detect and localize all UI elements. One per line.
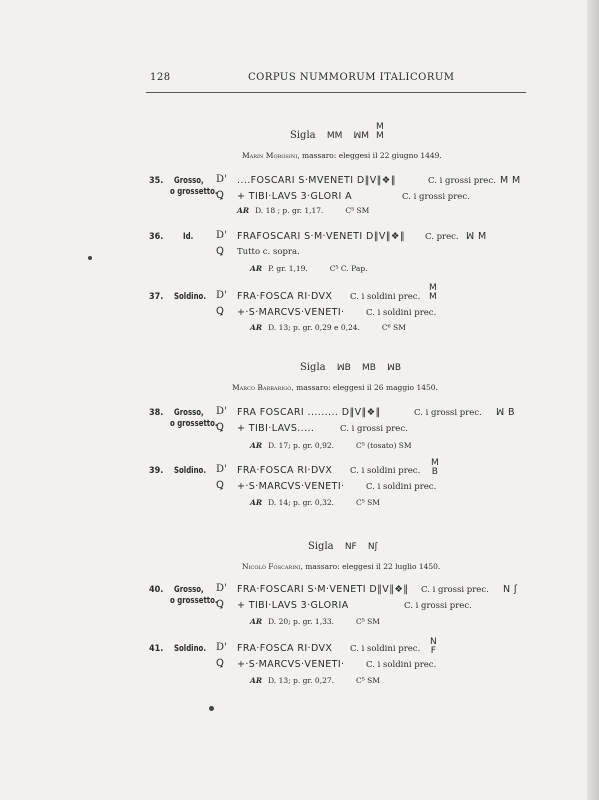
obverse-marker: D' (216, 230, 227, 241)
denomination: Id. (183, 232, 194, 242)
reverse-legend: +·S·MARCVS·VENETI· (237, 307, 345, 318)
mintmaster-mark-stacked: M M (429, 283, 437, 302)
obverse-note: C. i soldini prec. (350, 292, 421, 302)
reverse-marker: Ꝗ (216, 246, 224, 257)
sigla-mark: ꟽM (353, 131, 370, 141)
denomination: Soldino. (174, 466, 206, 476)
massaro-line: Marin Morosini, massaro: eleggesi il 22 giugno 1449. (242, 151, 442, 160)
massaro-line: Nicolò Foscarini, massaro: eleggesi il 22 luglio 1450. (242, 562, 441, 571)
obverse-marker: D' (216, 583, 227, 594)
obverse-marker: D' (216, 290, 227, 301)
obverse-note: C. prec. (425, 232, 459, 242)
obverse-legend: ....FOSCARI S·MVENETI D‖V‖❖‖ (237, 175, 396, 186)
reverse-note: C. i soldini prec. (366, 482, 437, 492)
reverse-note: C. i soldini prec. (366, 660, 437, 670)
header-rule (146, 92, 526, 93)
obverse-note: C. i grossi prec. (421, 585, 489, 595)
page-edge (587, 0, 599, 800)
coin-metadata: AR D. 13; p. gr. 0,27. C⁵ SM (250, 676, 380, 685)
scan-speck (88, 256, 92, 260)
reverse-marker: Ꝗ (216, 480, 224, 491)
obverse-note: C. i grossi prec. (414, 408, 482, 418)
mintmaster-mark: M M (500, 175, 521, 186)
denomination: Soldino. (174, 292, 206, 302)
sigla-heading: Sigla ꟽB MB ꟽB (300, 362, 402, 373)
obverse-legend: FRAFOSCARI S·M·VENETI D‖V‖❖‖ (237, 231, 405, 242)
reverse-note: C. i grossi prec. (404, 601, 472, 611)
obverse-marker: D' (216, 642, 227, 653)
coin-metadata: AR D. 17; p. gr. 0,92. C⁵ (tosato) SM (250, 441, 412, 450)
obverse-marker: D' (216, 406, 227, 417)
coin-metadata: AR P. gr. 1,19. C⁵ C. Pap. (250, 264, 368, 273)
scan-speck (209, 706, 214, 711)
mintmaster-mark-stacked: N F (430, 637, 437, 656)
entry-number: 37. (149, 292, 164, 302)
coin-metadata: AR D. 14; p. gr. 0,32. C⁵ SM (250, 498, 380, 507)
obverse-marker: D' (216, 464, 227, 475)
sigla-heading: Sigla MM ꟽM (290, 130, 370, 141)
page-header (150, 72, 526, 88)
entry-number: 36. (149, 232, 164, 242)
reverse-legend: +·S·MARCVS·VENETI· (237, 481, 345, 492)
reverse-marker: Ꝗ (216, 599, 224, 610)
obverse-legend: FRA·FOSCARI S·M·VENETI D‖V‖❖‖ (237, 584, 409, 595)
page-number: 128 (150, 72, 171, 83)
obverse-note: C. i grossi prec. (428, 176, 496, 186)
denomination: o grossetto. (170, 596, 218, 606)
reverse-legend: + TIBI·LAVS 3·GLORI A (237, 191, 353, 202)
obverse-legend: FRA·FOSCA RI·DVX (237, 643, 333, 654)
sigla-mark: ꟽB (387, 363, 402, 373)
reverse-legend: + TIBI·LAVS..... (237, 423, 315, 434)
entry-number: 35. (149, 176, 164, 186)
entry-number: 39. (149, 466, 164, 476)
denomination: o grossetto. (170, 187, 218, 197)
obverse-legend: FRA·FOSCA RI·DVX (237, 465, 333, 476)
sigla-mark: ꟽB (336, 363, 351, 373)
denomination: Grosso, (174, 585, 204, 595)
reverse-legend: +·S·MARCVS·VENETI· (237, 659, 345, 670)
denomination: o grossetto. (170, 419, 218, 429)
mintmaster-mark: N ʃ (503, 584, 518, 595)
reverse-marker: Ꝗ (216, 190, 224, 201)
entry-number: 41. (149, 644, 164, 654)
coin-metadata: AR D. 13; p. gr. 0,29 e 0,24. C⁶ SM (250, 323, 406, 332)
running-title: CORPUS NUMMORUM ITALICORUM (248, 72, 455, 83)
mintmaster-mark-stacked: M B (431, 458, 439, 477)
sigla-mark: MM (326, 131, 343, 141)
reverse-marker: Ꝗ (216, 658, 224, 669)
entry-number: 40. (149, 585, 164, 595)
obverse-marker: D' (216, 174, 227, 185)
coin-metadata: AR D. 18 ; p. gr. 1,17. C⁵ SM (237, 206, 370, 215)
obverse-note: C. i soldini prec. (350, 644, 421, 654)
reverse-note: Tutto c. sopra. (237, 247, 300, 257)
denomination: Soldino. (174, 644, 206, 654)
reverse-legend: + TIBI·LAVS 3·GLORIA (237, 600, 349, 611)
reverse-marker: Ꝗ (216, 422, 224, 433)
sigla-mark-stacked: M M (376, 122, 384, 141)
sigla-mark: Nʃ (367, 542, 378, 552)
mintmaster-mark: ꟽ B (496, 407, 515, 418)
coin-metadata: AR D. 20; p. gr. 1,33. C⁵ SM (250, 617, 380, 626)
sigla-mark: NF (344, 542, 357, 552)
reverse-note: C. i grossi prec. (340, 424, 408, 434)
reverse-note: C. i soldini prec. (366, 308, 437, 318)
denomination: Grosso, (174, 408, 204, 418)
reverse-note: C. i grossi prec. (402, 192, 470, 202)
massaro-line: Marco Barbarigo, massaro: eleggesi il 26 maggio 1450. (232, 383, 438, 392)
entry-number: 38. (149, 408, 164, 418)
sigla-heading: Sigla NF Nʃ (308, 541, 378, 552)
reverse-marker: Ꝗ (216, 306, 224, 317)
sigla-mark: MB (361, 363, 376, 373)
denomination: Grosso, (174, 176, 204, 186)
mintmaster-mark: ꟽ M (466, 231, 487, 242)
obverse-note: C. i soldini prec. (350, 466, 421, 476)
obverse-legend: FRA FOSCARI ......... D‖V‖❖‖ (237, 407, 381, 418)
obverse-legend: FRA·FOSCA RI·DVX (237, 291, 333, 302)
